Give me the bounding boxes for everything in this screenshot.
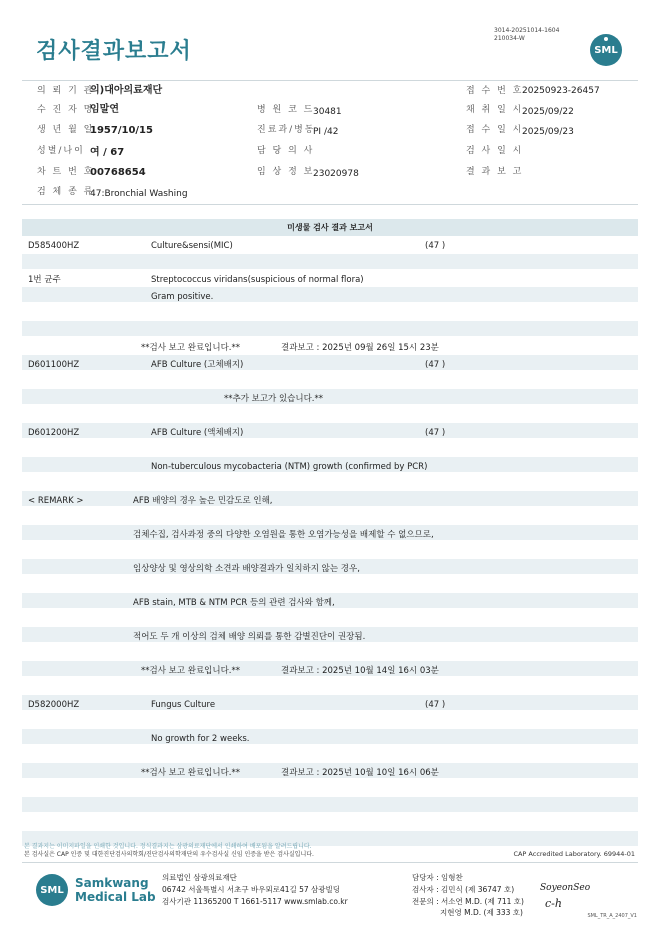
specimen-code: (47 ) xyxy=(425,241,446,251)
specialist: 전문의 : 서소연 M.D. (제 711 호) xyxy=(412,897,524,906)
patient-name: 임말연 xyxy=(90,104,119,115)
row-band xyxy=(22,254,638,269)
org-value: 의)대아의료재단 xyxy=(90,85,163,96)
chart-no-label: 차 트 번 호 xyxy=(37,167,95,177)
report-datetime: 결과보고 : 2025년 10월 10일 16시 06분 xyxy=(281,768,439,778)
report-complete-text: **검사 보고 완료입니다.** xyxy=(141,666,241,676)
dob-value: 1957/10/15 xyxy=(90,125,153,136)
test-name: AFB Culture (액체배지) xyxy=(151,428,244,438)
clinical-label: 임 상 정 보 xyxy=(257,167,315,177)
document-id: 3014-20251014-1604 210034-W xyxy=(494,27,560,42)
row-band xyxy=(22,797,638,812)
org-contact: 검사기관 11365200 T 1661-5117 www.smlab.co.kr xyxy=(162,897,348,906)
remark-text: 임상양상 및 영상의학 소견과 배양결과가 일치하지 않는 경우, xyxy=(133,564,360,574)
specimen-code: (47 ) xyxy=(425,360,446,370)
hosp-code-value: 30481 xyxy=(313,107,342,117)
sml-logo-icon: SML xyxy=(590,34,622,66)
test-code: D601100HZ xyxy=(28,360,80,370)
print-notice: 본 결과지는 이미지파일을 인쇄한 것입니다. 정식결과지는 삼광의료재단에서 인쇄하여 배포됨을 알려드립니다. xyxy=(24,843,312,850)
patient-label: 수 진 자 명 xyxy=(37,105,95,115)
row-band xyxy=(22,423,638,438)
org-address: 06742 서울특별시 서초구 바우뫼로41길 57 삼광빌딩 xyxy=(162,885,341,894)
org-label: 의 뢰 기 관 xyxy=(37,86,95,96)
receipt-no-value: 20250923-26457 xyxy=(522,86,600,96)
test-name: Culture&sensi(MIC) xyxy=(151,241,233,251)
organism-name: Streptococcus viridans(suspicious of normal flora) xyxy=(151,275,364,285)
specimen-label: 검 체 종 류 xyxy=(37,187,95,197)
specimen-code: (47 ) xyxy=(425,700,446,710)
tester: 검사자 : 김민식 (제 36747 호) xyxy=(412,885,515,894)
receipt-no-label: 접 수 번 호 xyxy=(466,86,524,96)
additional-report-text: **추가 보고가 있습니다.** xyxy=(224,394,324,404)
cap-accreditation: CAP Accredited Laboratory. 69944-01 xyxy=(513,850,635,858)
specialist: 지현영 M.D. (제 333 호) xyxy=(440,908,523,917)
test-date-label: 검 사 일 시 xyxy=(466,146,524,156)
signature: c-h xyxy=(545,897,562,910)
accreditation-notice: 본 검사실은 CAP 인증 및 대한진단검사의학회/진단검사의학재단의 우수검사실 신임 인증을 받은 검사실입니다. xyxy=(24,851,314,858)
divider xyxy=(22,862,638,863)
remark-text: AFB stain, MTB & NTM PCR 등의 관련 검사와 함께, xyxy=(133,598,335,608)
row-band xyxy=(22,695,638,710)
org-name: 의료법인 삼광의료재단 xyxy=(162,873,237,882)
report-datetime: 결과보고 : 2025년 09월 26일 15시 23분 xyxy=(281,343,439,353)
isolate-label: 1번 균주 xyxy=(28,275,61,285)
collect-date-value: 2025/09/22 xyxy=(522,107,574,117)
remark-label: < REMARK > xyxy=(28,496,84,506)
culture-result: No growth for 2 weeks. xyxy=(151,734,250,744)
sex-age-label: 성별/나이 xyxy=(37,146,85,156)
remark-text: AFB 배양의 경우 높은 민감도로 인해, xyxy=(133,496,273,506)
report-complete-text: **검사 보고 완료입니다.** xyxy=(141,768,241,778)
brand-name: Samkwang Medical Lab xyxy=(75,876,156,904)
row-band xyxy=(22,389,638,404)
test-name: AFB Culture (고체배지) xyxy=(151,360,244,370)
gram-stain-result: Gram positive. xyxy=(151,292,214,302)
remark-text: 검체수집, 검사과정 중의 다양한 오염원을 통한 오염가능성을 배제할 수 없으므로, xyxy=(133,530,434,540)
sex-age-value: 여 / 67 xyxy=(90,147,125,158)
signature: SoyeonSeo xyxy=(540,883,591,893)
dept-label: 진료과/병동 xyxy=(257,125,316,135)
test-code: D582000HZ xyxy=(28,700,80,710)
specimen-value: 47:Bronchial Washing xyxy=(90,189,188,199)
result-label: 결 과 보 고 xyxy=(466,167,524,177)
dob-label: 생 년 월 일 xyxy=(37,125,95,135)
culture-result: Non-tuberculous mycobacteria (NTM) growth (confirmed by PCR) xyxy=(151,462,428,472)
report-complete-text: **검사 보고 완료입니다.** xyxy=(141,343,241,353)
form-code: SML_TR_A_2407_V1 xyxy=(587,913,637,919)
remark-text: 적어도 두 개 이상의 검체 배양 의뢰를 통한 감별진단이 권장됨. xyxy=(133,632,366,642)
page-title: 검사결과보고서 xyxy=(36,39,192,64)
sml-logo-icon: SML xyxy=(36,874,68,906)
specimen-code: (47 ) xyxy=(425,428,446,438)
clinical-value: 23020978 xyxy=(313,169,359,179)
doctor-label: 담 당 의 사 xyxy=(257,146,315,156)
receipt-date-label: 접 수 일 시 xyxy=(466,125,524,135)
report-datetime: 결과보고 : 2025년 10월 14일 16시 03분 xyxy=(281,666,439,676)
receipt-date-value: 2025/09/23 xyxy=(522,127,574,137)
row-band xyxy=(22,355,638,370)
row-band xyxy=(22,491,638,506)
dept-value: PI /42 xyxy=(313,127,339,137)
test-code: D585400HZ xyxy=(28,241,80,251)
hosp-code-label: 병 원 코 드 xyxy=(257,105,315,115)
test-name: Fungus Culture xyxy=(151,700,216,710)
divider xyxy=(22,80,638,81)
row-band xyxy=(22,321,638,336)
manager: 담당자 : 임형찬 xyxy=(412,873,463,882)
divider xyxy=(22,204,638,205)
collect-date-label: 채 취 일 시 xyxy=(466,105,524,115)
test-code: D601200HZ xyxy=(28,428,80,438)
row-band xyxy=(22,287,638,302)
section-title: 미생물 검사 결과 보고서 xyxy=(22,219,638,236)
row-band xyxy=(22,729,638,744)
chart-no-value: 00768654 xyxy=(90,167,146,178)
